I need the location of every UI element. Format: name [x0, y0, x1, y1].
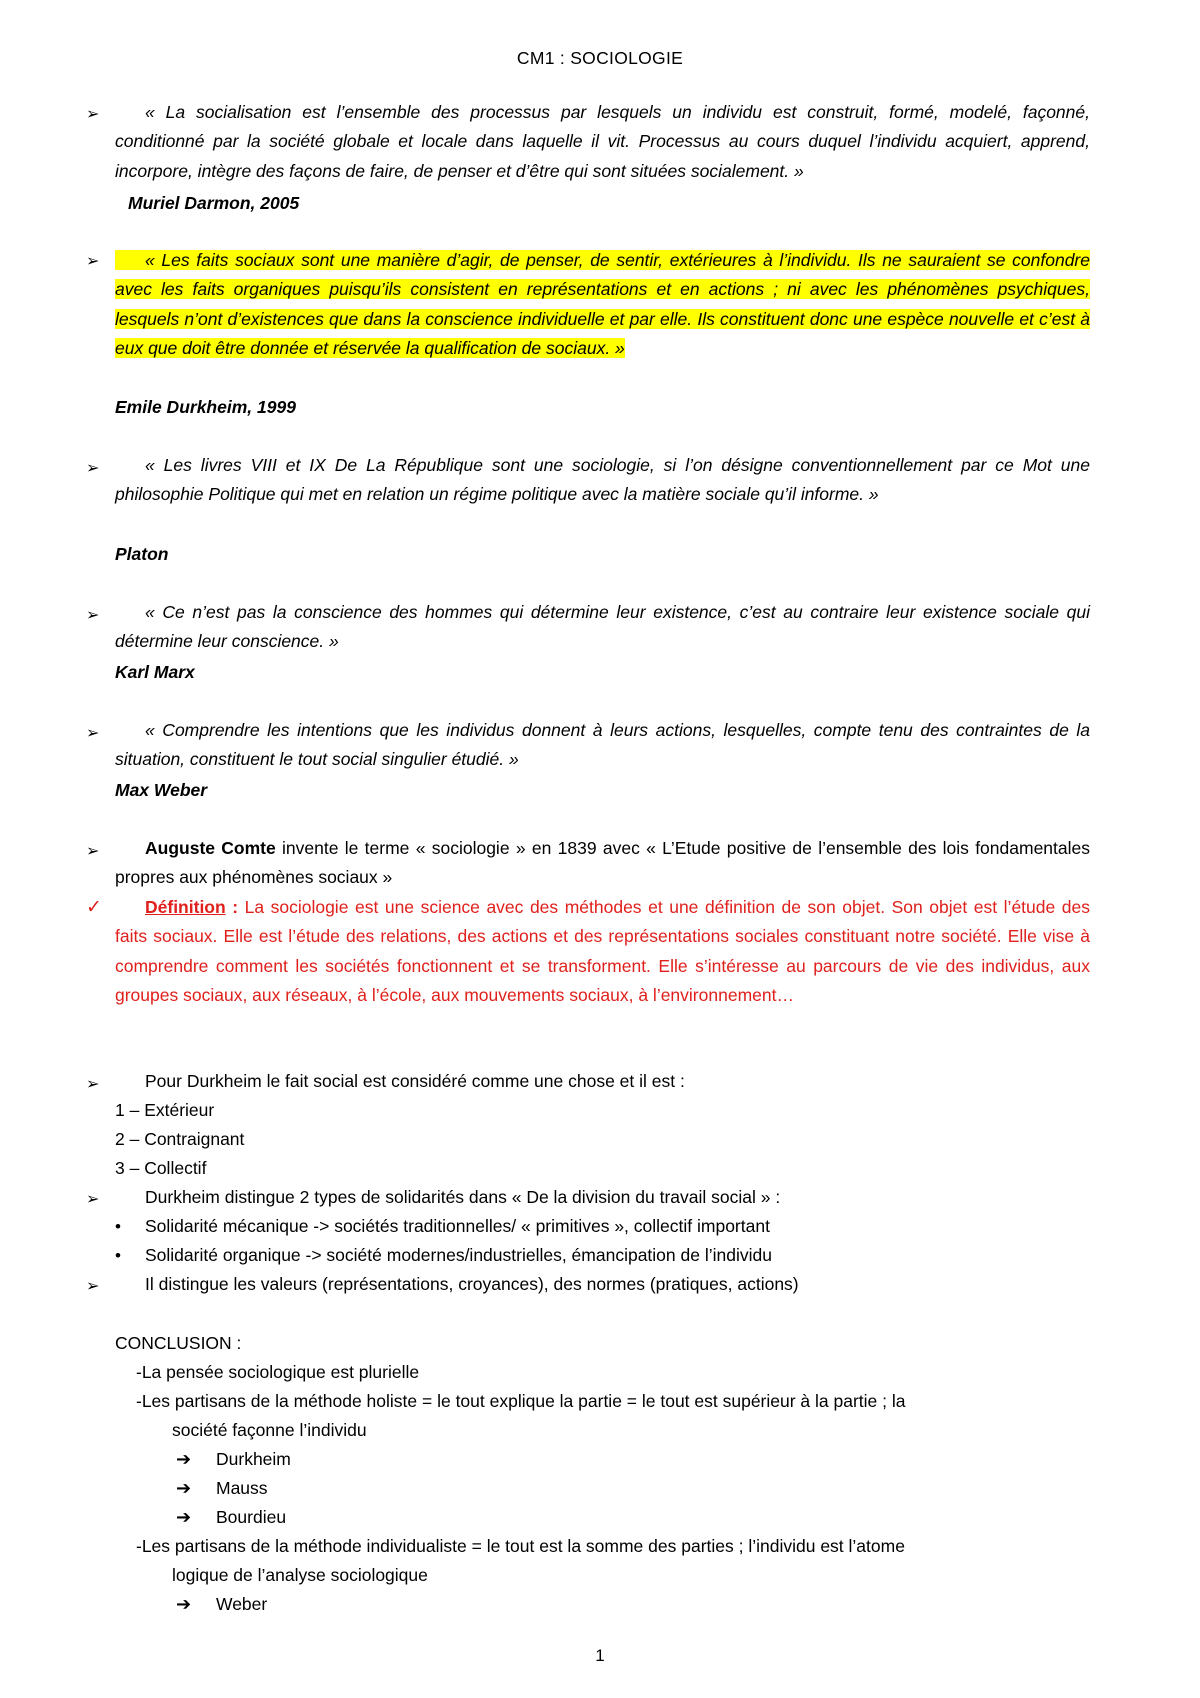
comte-text: invente le terme « sociologie » en 1839 avec « L’Etude positive de l’ensemble des lois fondamentales propres aux phénomènes sociaux » [115, 838, 1090, 888]
quote-darmon [115, 98, 1090, 186]
bullet-arrow-icon: ➢ [86, 460, 100, 477]
conclusion-holiste-cont: société façonne l’individu [172, 1420, 367, 1440]
quote-author: Emile Durkheim, 1999 [115, 397, 296, 417]
quote-author: Muriel Darmon, 2005 [128, 193, 300, 213]
quote-weber [115, 716, 1090, 775]
quote-durkheim [115, 246, 1090, 364]
list-item: Solidarité mécanique -> sociétés traditionnelles/ « primitives », collectif important [145, 1216, 770, 1236]
page-title: CM1 : SOCIOLOGIE [516, 48, 684, 68]
quote-text: « Comprendre les intentions que les individus donnent à leurs actions, lesquelles, compte tenu des contraintes de la situation, constituent le tout social singulier étudié. » [115, 720, 1090, 770]
arrow-right-icon: ➔ [176, 1594, 192, 1614]
list-item: 1 – Extérieur [115, 1100, 215, 1120]
quote-author: Platon [115, 544, 169, 564]
comte-paragraph [115, 834, 1090, 893]
durkheim-fait-intro: Pour Durkheim le fait social est considéré comme une chose et il est : [145, 1071, 685, 1091]
quote-platon [115, 451, 1090, 510]
list-item: Weber [216, 1594, 268, 1614]
list-item: 3 – Collectif [115, 1158, 207, 1178]
quote-author: Max Weber [115, 780, 208, 800]
bullet-dot-icon: • [115, 1246, 121, 1265]
quote-text: « Les faits sociaux sont une manière d’agir, de penser, de sentir, extérieures à l’individu. Ils ne sauraient se confondre avec les faits organiques puisqu’ils consistent en représentations et en actions ; ni avec les phénomènes psychiques, lesquels n’ont d’existences que dans la conscience individuelle et par elle. Ils constituent donc une espèce nouvelle et c’est à eux que doit être donnée et réservée la qualification de sociaux. » [115, 250, 1090, 359]
quote-text: « Les livres VIII et IX De La République sont une sociologie, si l’on désigne conventionnellement par ce Mot une philosophie Politique qui met en relation un régime politique avec la matière sociale qu’il informe. » [115, 455, 1090, 505]
bullet-arrow-icon: ➢ [86, 1191, 100, 1208]
quote-text: « Ce n’est pas la conscience des hommes qui détermine leur existence, c’est au contraire leur existence sociale qui détermine leur conscience. » [115, 602, 1090, 652]
bullet-arrow-icon: ➢ [86, 106, 100, 123]
page-number: 1 [595, 1646, 605, 1665]
definition-text: La sociologie est une science avec des méthodes et une définition de son objet. Son objet est l’étude des faits sociaux. Elle est l’étude des relations, des actions et des représentations sociales constituant notre société. Elle vise à comprendre comment les sociétés fonctionnent et se transforment. Elle s’intéresse au parcours de vie des individus, aux groupes sociaux, aux réseaux, à l’école, aux mouvements sociaux, à l’environnement… [115, 897, 1090, 1006]
list-item: 2 – Contraignant [115, 1129, 245, 1149]
comte-name: Auguste Comte [145, 838, 276, 858]
arrow-right-icon: ➔ [176, 1449, 192, 1469]
bullet-arrow-icon: ➢ [86, 1278, 100, 1295]
bullet-arrow-icon: ➢ [86, 725, 100, 742]
conclusion-holiste: -Les partisans de la méthode holiste = le tout explique la partie = le tout est supérieur à la partie ; la [136, 1391, 906, 1411]
quote-marx [115, 598, 1090, 657]
quote-text: « La socialisation est l’ensemble des processus par lesquels un individu est construit, formé, modelé, façonné, conditionné par la société globale et locale dans laquelle il vit. Processus au cours duquel l’individu acquiert, apprend, incorpore, intègre des façons de faire, de penser et d’être qui sont situées socialement. » [115, 102, 1090, 181]
definition-paragraph: Définition : La sociologie est une science avec des méthodes et une définition de son objet. Son objet est l’étude des faits sociaux. Elle est l’étude des relations, des actions et des représentations sociales constituant notre société. Elle vise à comprendre comment les sociétés fonctionnent et se transforment. Elle s’intéresse au parcours de vie des individus, aux groupes sociaux, aux réseaux, à l’école, aux mouvements sociaux, à l’environnement… [115, 897, 1090, 1006]
quote-author: Karl Marx [115, 662, 195, 682]
definition-label: Définition [145, 897, 226, 917]
conclusion-individualiste-cont: logique de l’analyse sociologique [172, 1565, 428, 1585]
bullet-arrow-icon: ➢ [86, 1076, 100, 1093]
list-item: Durkheim [216, 1449, 291, 1469]
bullet-arrow-icon: ➢ [86, 253, 100, 270]
arrow-right-icon: ➔ [176, 1478, 192, 1498]
bullet-arrow-icon: ➢ [86, 607, 100, 624]
list-item: Mauss [216, 1478, 268, 1498]
bullet-dot-icon: • [115, 1217, 121, 1236]
valeurs-line: Il distingue les valeurs (représentations, croyances), des normes (pratiques, actions) [145, 1274, 799, 1294]
list-item: Bourdieu [216, 1507, 287, 1527]
list-item: Solidarité organique -> société modernes/industrielles, émancipation de l’individu [145, 1245, 772, 1265]
check-icon: ✓ [86, 897, 102, 918]
bullet-arrow-icon: ➢ [86, 843, 100, 860]
arrow-right-icon: ➔ [176, 1507, 192, 1527]
conclusion-individualiste: -Les partisans de la méthode individualiste = le tout est la somme des parties ; l’individu est l’atome [136, 1536, 905, 1556]
conclusion-heading: CONCLUSION : [115, 1333, 242, 1353]
solidarites-intro: Durkheim distingue 2 types de solidarités dans « De la division du travail social » : [145, 1187, 781, 1207]
conclusion-plural: -La pensée sociologique est plurielle [136, 1362, 420, 1382]
